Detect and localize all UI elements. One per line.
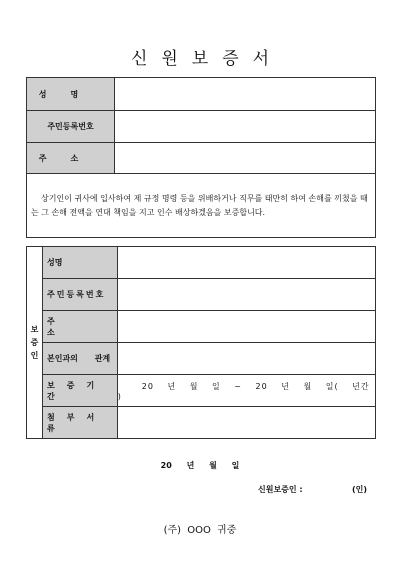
document-title: 신원보증서 (130, 49, 284, 69)
guarantee-period-label: 보증기간 (43, 375, 118, 407)
applicant-address-label: 주소 (27, 143, 115, 174)
applicant-table (26, 77, 376, 238)
applicant-name-label: 성명 (27, 78, 115, 111)
signer-label: 신원보증인 : (258, 485, 303, 494)
attachments-label: 첨부서류 (43, 407, 118, 439)
guarantor-rrn-label: 주민등록번호 (43, 279, 118, 311)
guarantor-name-label: 성명 (43, 247, 118, 279)
guarantor-side-label: 보증인 (27, 247, 43, 439)
applicant-rrn-label: 주민등록번호 (27, 111, 115, 143)
guarantor-address-label: 주소 (43, 311, 118, 343)
guarantee-statement: 상기인이 귀사에 입사하여 제 규정 명령 등을 위배하거나 직무를 태만히 하여 손해를 끼쳤을 때는 그 손해 전액을 연대 책임을 지고 인수 배상하겠음을 보증합니다. (27, 174, 376, 238)
guarantor-name-field[interactable] (117, 247, 375, 279)
applicant-address-field[interactable] (115, 143, 376, 174)
seal-mark: (인) (352, 485, 368, 494)
applicant-name-field[interactable] (115, 78, 376, 111)
date-line: 20 년 월 일 (160, 461, 240, 470)
guarantor-table (26, 246, 376, 439)
guarantor-rrn-field[interactable] (117, 279, 375, 311)
guarantee-period-field[interactable]: 20 년 월 일 ~ 20 년 월 일( 년간 ) (117, 375, 375, 407)
guarantor-relation-label: 본인과의 관계 (43, 343, 118, 375)
applicant-rrn-field[interactable] (115, 111, 376, 143)
attachments-field[interactable] (117, 407, 375, 439)
guarantor-relation-field[interactable] (117, 343, 375, 375)
addressee: (주) OOO 귀중 (163, 525, 237, 536)
guarantor-address-field[interactable] (117, 311, 375, 343)
